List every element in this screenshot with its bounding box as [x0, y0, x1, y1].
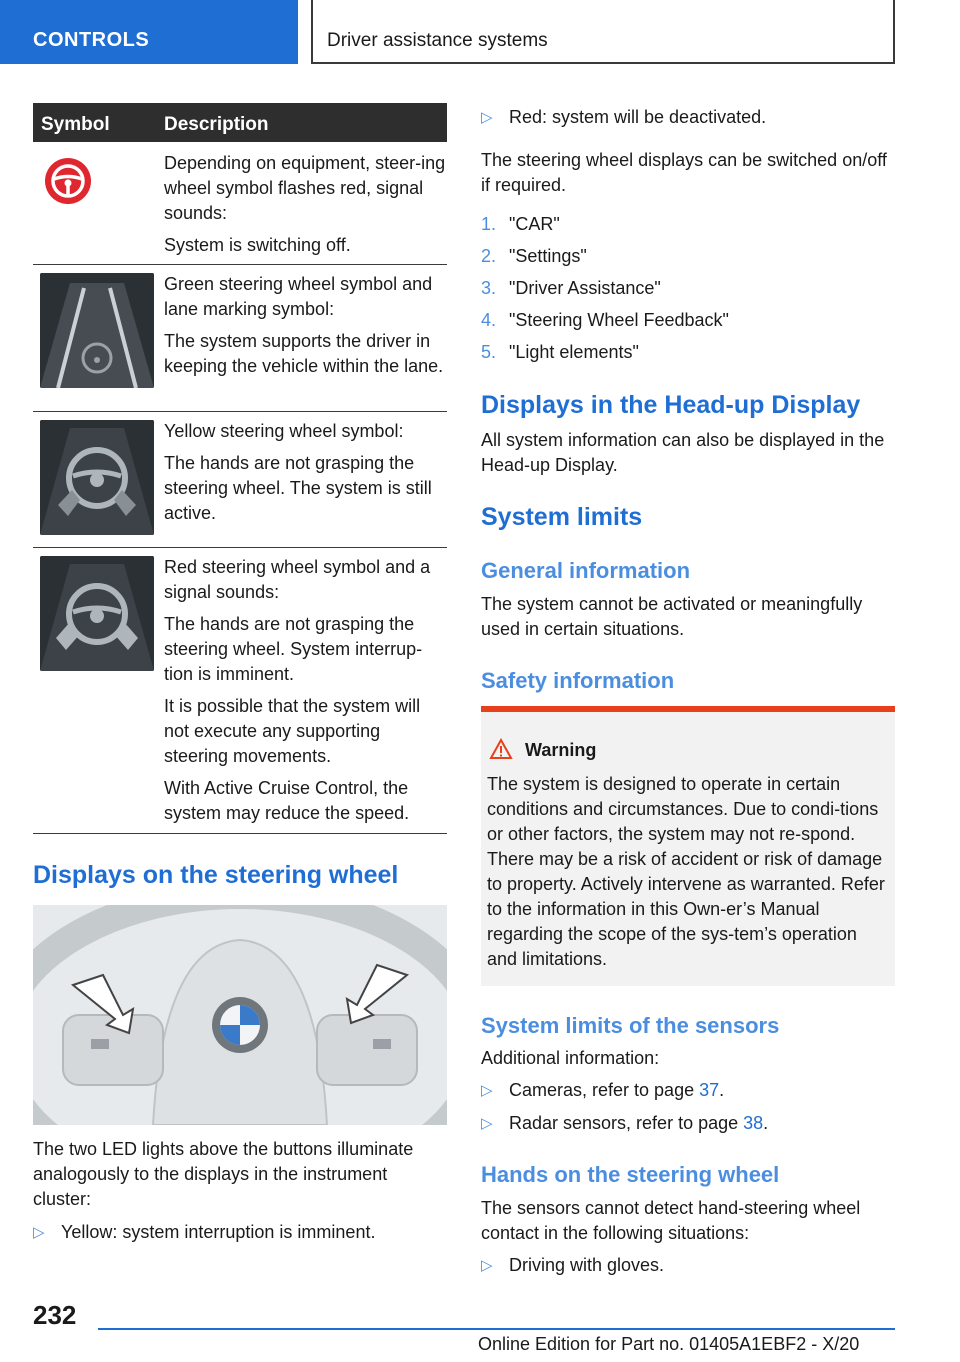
list-item: ▷ Radar sensors, refer to page 38. [481, 1111, 895, 1136]
red-steering-display-image [40, 556, 154, 671]
chapter-title: Driver assistance systems [327, 30, 548, 51]
table-row: Depending on equipment, steer-ing wheel symbol flashes red, signal sounds: System is switching off. [164, 153, 446, 255]
settings-steps [481, 212, 895, 372]
additional-info-label: Additional information: [481, 1048, 660, 1068]
table-header [33, 103, 447, 142]
heading-hands-on-wheel: Hands on the steering wheel [481, 1162, 780, 1187]
switch-description: The steering wheel displays can be switched on/off if required. [481, 150, 887, 195]
bullet-triangle-icon: ▷ [481, 1082, 493, 1099]
list-item: ▷ Cameras, refer to page 37. [481, 1078, 895, 1103]
footer-divider [98, 1328, 895, 1330]
row-divider [33, 547, 447, 548]
green-steering-display-image [40, 273, 154, 388]
row-divider [33, 411, 447, 412]
heading-hud: Displays in the Head-up Display [481, 391, 861, 419]
warning-text: The system is designed to operate in certain conditions and circumstances. Due to condi-tions or other factors, the system may not re-spond. There may be a risk of accident or risk of damage to property. Actively intervene as warranted. Refer to the information in this Own-er’s Manual regarding the scope of the sys-tem’s operation and limitations. [487, 774, 885, 969]
section-title: CONTROLS [33, 29, 150, 51]
page-number: 232 [33, 1300, 77, 1330]
warning-triangle-icon [489, 738, 513, 760]
table-row: Green steering wheel symbol and lane marking symbol: The system supports the driver in keeping the vehicle within the lane. [164, 274, 444, 376]
table-row: Red steering wheel symbol and a signal sounds: The hands are not grasping the steering wheel. System interrup-tion is imminent. It is possible that the system will not execute any supporting steering movements. With Active Cruise Control, the system may reduce the speed. [164, 557, 431, 823]
list-item: 1. "CAR" [481, 214, 560, 234]
heading-system-limits: System limits [481, 503, 643, 531]
bullet-triangle-icon: ▷ [481, 1257, 493, 1274]
column-symbol: Symbol [41, 114, 110, 135]
list-item: ▷ Yellow: system interruption is imminent. [33, 1220, 447, 1245]
row-divider [33, 833, 447, 834]
list-item: ▷ Red: system will be deactivated. [481, 105, 895, 130]
yellow-steering-display-image [40, 420, 154, 535]
led-description: The two LED lights above the buttons illuminate analogously to the displays in the instrument cluster: [33, 1139, 414, 1209]
general-description: The system cannot be activated or meaningfully used in certain situations. [481, 594, 863, 639]
bullet-triangle-icon: ▷ [481, 109, 493, 126]
list-item: 5. "Light elements" [481, 342, 639, 362]
footer-edition: Online Edition for Part no. 01405A1EBF2 - X/20 [478, 1334, 860, 1354]
warning-box [481, 706, 895, 986]
bullet-triangle-icon: ▷ [481, 1115, 493, 1132]
row-divider [33, 264, 447, 265]
heading-steering-displays: Displays on the steering wheel [33, 861, 399, 889]
steering-wheel-image [33, 905, 447, 1125]
chapter-header [311, 0, 895, 64]
list-item: ▷ Driving with gloves. [481, 1253, 895, 1278]
heading-safety-information: Safety information [481, 668, 675, 693]
list-item: 4. "Steering Wheel Feedback" [481, 310, 729, 330]
column-description: Description [164, 114, 269, 135]
heading-general-information: General information [481, 558, 691, 583]
list-item: 3. "Driver Assistance" [481, 278, 661, 298]
hud-description: All system information can also be displayed in the Head-up Display. [481, 430, 885, 475]
table-row: Yellow steering wheel symbol: The hands are not grasping the steering wheel. The system is still active. [164, 421, 432, 523]
hands-description: The sensors cannot detect hand-steering wheel contact in the following situations: [481, 1198, 861, 1243]
warning-title: Warning [525, 740, 597, 760]
heading-sensor-limits: System limits of the sensors [481, 1013, 780, 1038]
cameras-page-link[interactable]: 37 [699, 1080, 720, 1100]
bullet-triangle-icon: ▷ [33, 1224, 45, 1241]
section-tab [0, 0, 298, 64]
list-item: 2. "Settings" [481, 246, 587, 266]
steering-wheel-red-icon [44, 157, 92, 205]
radar-page-link[interactable]: 38 [743, 1113, 764, 1133]
